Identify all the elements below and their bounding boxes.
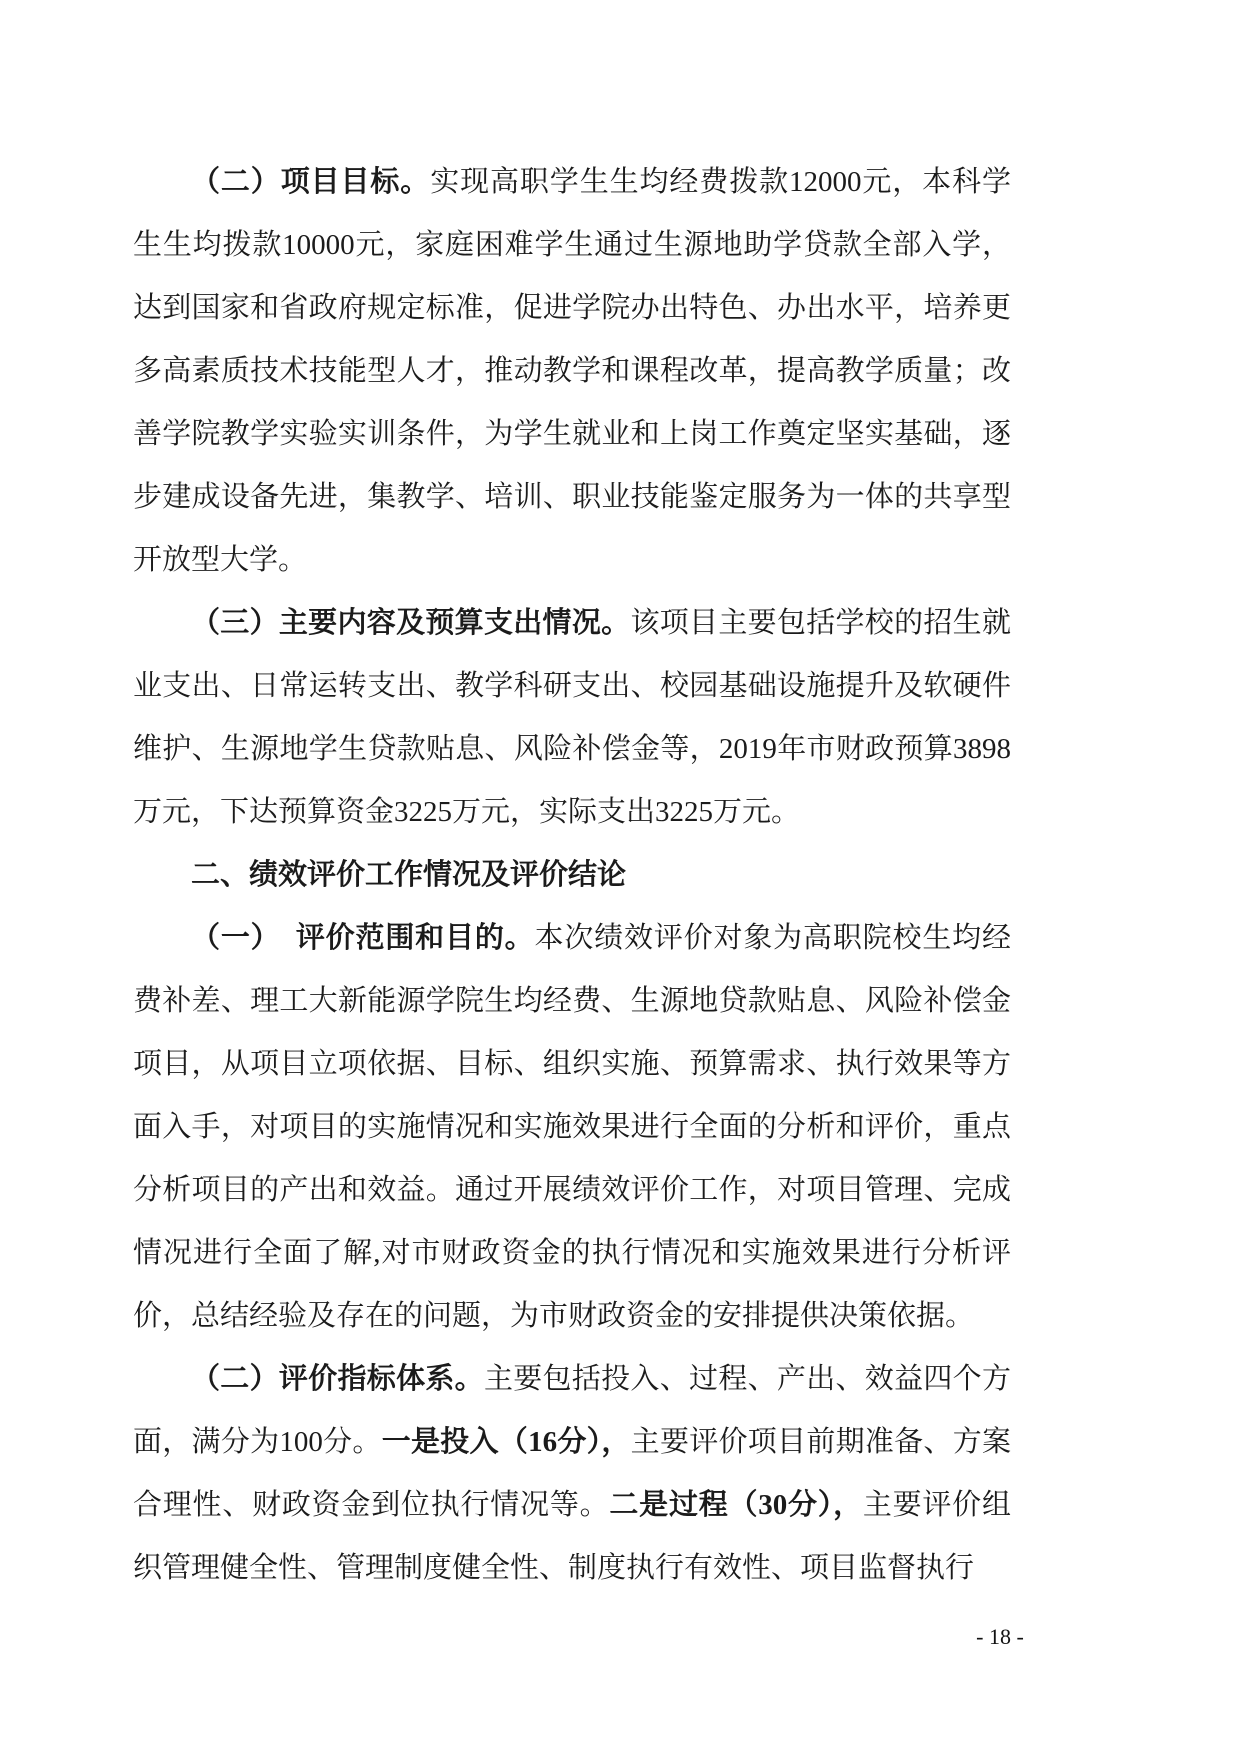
paragraph-evaluation-scope-lead: （一） 评价范围和目的。 — [191, 922, 535, 954]
paragraph-evaluation-scope — [133, 907, 1011, 1348]
page-number: - 18 - — [976, 1624, 1024, 1649]
paragraph-indicator-system-text-2: 主要评价项目前期准备、方案合理性、财政资金到位执行情况等。 — [133, 1426, 1011, 1521]
page-body — [133, 151, 1011, 1600]
paragraph-indicator-system-text-3: 主要评价组织管理健全性、管理制度健全性、制度执行有效性、项目监督执行 — [133, 1489, 1011, 1584]
paragraph-project-goal — [133, 151, 1011, 592]
section-heading-evaluation: 二、绩效评价工作情况及评价结论 — [191, 859, 627, 891]
paragraph-content-budget — [133, 592, 1011, 844]
paragraph-indicator-system-text-1: 主要包括投入、过程、产出、效益四个方面，满分为100分。 — [133, 1363, 1011, 1458]
paragraph-indicator-input-lead: 一是投入（16分）， — [381, 1426, 631, 1458]
paragraph-project-goal-lead: （二）项目目标。 — [191, 166, 431, 198]
paragraph-content-budget-lead: （三）主要内容及预算支出情况。 — [191, 607, 631, 639]
paragraph-indicator-system — [133, 1348, 1011, 1600]
paragraph-project-goal-text: 实现高职学生生均经费拨款12000元，本科学生生均拨款10000元，家庭困难学生通过生源地助学贷款全部入学，达到国家和省政府规定标准，促进学院办出特色、办出水平，培养更多高素质技术技能型人才，推动教学和课程改革，提高教学质量；改善学院教学实验实训条件，为学生就业和上岗工作奠定坚实基础，逐步建成设备先进，集教学、培训、职业技能鉴定服务为一体的共享型开放型大学。 — [133, 166, 1011, 576]
paragraph-indicator-system-lead: （二）评价指标体系。 — [191, 1363, 484, 1395]
paragraph-indicator-process-lead: 二是过程（30分）， — [609, 1489, 863, 1521]
paragraph-content-budget-text: 该项目主要包括学校的招生就业支出、日常运转支出、教学科研支出、校园基础设施提升及软硬件维护、生源地学生贷款贴息、风险补偿金等，2019年市财政预算3898万元，下达预算资金3225万元，实际支出3225万元。 — [133, 607, 1011, 828]
paragraph-evaluation-scope-text: 本次绩效评价对象为高职院校生均经费补差、理工大新能源学院生均经费、生源地贷款贴息、风险补偿金项目，从项目立项依据、目标、组织实施、预算需求、执行效果等方面入手，对项目的实施情况和实施效果进行全面的分析和评价，重点分析项目的产出和效益。通过开展绩效评价工作，对项目管理、完成情况进行全面了解,对市财政资金的执行情况和实施效果进行分析评价，总结经验及存在的问题，为市财政资金的安排提供决策依据。 — [133, 922, 1011, 1332]
